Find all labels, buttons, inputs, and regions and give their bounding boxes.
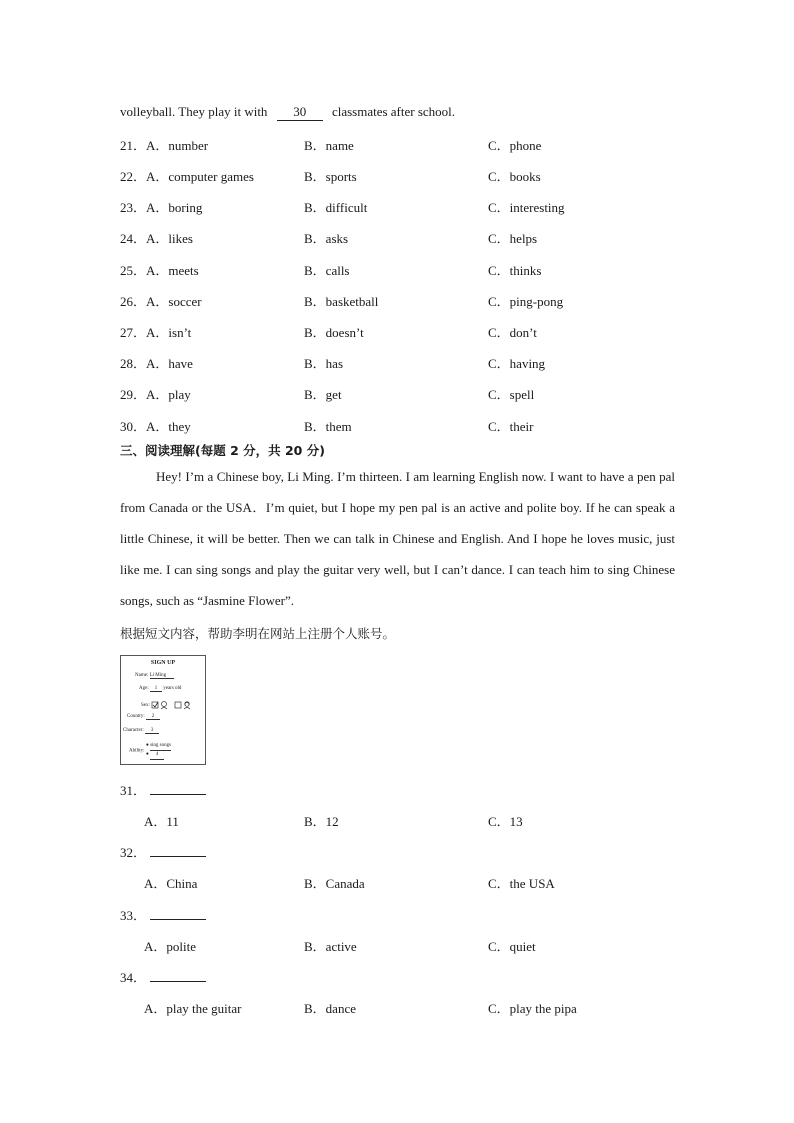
option-c: C．13 — [488, 814, 523, 829]
question-number: 31． — [120, 783, 147, 798]
form-title: SIGN UP — [150, 660, 176, 666]
form-ability-values — [146, 742, 171, 760]
option-b: B．has — [304, 356, 344, 371]
option-c: C．phone — [488, 138, 542, 153]
question-number: 22． — [120, 169, 147, 184]
question-number: 30． — [120, 419, 147, 434]
option-b: B．get — [304, 387, 342, 402]
girl-face-icon — [186, 703, 189, 706]
question-number: 28． — [120, 356, 147, 371]
form-ability-label: Ability: — [129, 748, 145, 754]
question-22 — [120, 166, 680, 184]
option-b: B．doesn’t — [304, 325, 364, 340]
form-name-label: Name: — [135, 673, 149, 678]
blank-30-number: 30 — [293, 104, 307, 119]
reading-passage — [120, 461, 675, 616]
option-a: A．likes — [146, 231, 193, 246]
form-character-row — [123, 728, 159, 734]
question-33-stem — [120, 905, 206, 924]
form-name-value: Li Ming — [150, 673, 174, 679]
form-age-unit: years old — [163, 686, 182, 691]
question-33-options — [144, 936, 684, 954]
section-title-reading: 三、阅读理解(每题 2 分，共 20 分) — [120, 443, 325, 458]
question-22-a — [120, 166, 254, 185]
question-29 — [120, 384, 680, 402]
option-a: A．have — [146, 356, 193, 371]
option-a: A．meets — [146, 263, 199, 278]
form-country-blank: 2 — [146, 714, 160, 720]
option-c: C．don’t — [488, 325, 537, 340]
check-mark-icon — [153, 702, 158, 707]
option-b: B．them — [304, 419, 352, 434]
question-34-stem — [120, 967, 206, 986]
question-34-options — [144, 998, 684, 1016]
form-country-row — [127, 714, 160, 720]
passage-text: Hey! I’m a Chinese boy, Li Ming. I’m thirteen. I am learning English now. I want to have a pen pal from Canada or the USA．I’m quiet, but I hope my pen pal is an active and polite boy. If he can speak a little Chinese, it will be better. Then we can talk in Chinese and English. And I hope he loves music, just like me. I can sing songs and play the guitar very well, but I can’t dance. I can teach him to sing Chinese songs, such as “Jasmine Flower”. — [120, 469, 675, 608]
question-31-stem — [120, 780, 206, 799]
question-21 — [120, 135, 680, 153]
question-32-options — [144, 873, 684, 891]
option-a: A．11 — [144, 814, 179, 829]
option-a: A．number — [146, 138, 209, 153]
option-b: B．calls — [304, 263, 350, 278]
question-28-a — [120, 353, 193, 372]
boy-body-icon — [161, 708, 167, 710]
option-c: C．having — [488, 356, 546, 371]
checkbox-girl — [175, 702, 181, 708]
option-b: B．Canada — [304, 876, 365, 891]
question-24 — [120, 228, 680, 246]
form-age-label: Age: — [139, 686, 149, 691]
form-age-blank: 1 — [150, 686, 162, 692]
option-a: A．computer games — [146, 169, 254, 184]
option-c: C．books — [488, 169, 541, 184]
question-32-stem — [120, 842, 206, 861]
answer-blank — [150, 783, 206, 795]
option-a: A．play — [146, 387, 191, 402]
question-28 — [120, 353, 680, 371]
passage-continuation-line — [120, 104, 455, 121]
option-c: C．quiet — [488, 939, 536, 954]
question-30 — [120, 416, 680, 434]
question-number: 25． — [120, 263, 147, 278]
form-ability-1-value: sing songs — [150, 742, 171, 751]
option-a: A．polite — [144, 939, 196, 954]
question-30-a — [120, 416, 191, 435]
form-ability-row — [129, 742, 171, 760]
question-29-a — [120, 384, 191, 403]
boy-face-icon — [162, 702, 167, 707]
form-sex-label: Sex: — [141, 703, 150, 709]
option-a: A．China — [144, 876, 198, 891]
question-25-a — [120, 260, 199, 279]
question-24-a — [120, 228, 193, 247]
girl-body-icon — [184, 708, 190, 710]
question-21-a — [120, 135, 208, 154]
question-23-a — [120, 197, 202, 216]
option-c: C．their — [488, 419, 534, 434]
answer-blank — [150, 970, 206, 982]
option-c: C．ping-pong — [488, 294, 564, 309]
form-ability-1: ● sing songs — [146, 742, 171, 751]
continuation-suffix: classmates after school. — [328, 104, 456, 119]
question-number: 26． — [120, 294, 147, 309]
option-c: C．the USA — [488, 876, 555, 891]
question-number: 33． — [120, 908, 147, 923]
option-b: B．basketball — [304, 294, 379, 309]
question-number: 24． — [120, 231, 147, 246]
option-a: A．boring — [146, 200, 203, 215]
question-27 — [120, 322, 680, 340]
question-number: 21． — [120, 138, 147, 153]
answer-blank — [150, 845, 206, 857]
option-b: B．12 — [304, 814, 339, 829]
option-b: B．difficult — [304, 200, 368, 215]
form-name-row — [135, 673, 174, 679]
sex-options-icon — [151, 700, 205, 710]
option-c: C．spell — [488, 387, 535, 402]
question-number: 27． — [120, 325, 147, 340]
question-26 — [120, 291, 680, 309]
sign-up-form-image — [120, 655, 206, 765]
option-c: C．play the pipa — [488, 1001, 577, 1016]
question-23 — [120, 197, 680, 215]
option-b: B．sports — [304, 169, 357, 184]
option-b: B．name — [304, 138, 354, 153]
question-25 — [120, 260, 680, 278]
option-a: A．they — [146, 419, 191, 434]
question-26-a — [120, 291, 202, 310]
question-number: 23． — [120, 200, 147, 215]
answer-blank — [150, 908, 206, 920]
option-c: C．helps — [488, 231, 538, 246]
question-31-options — [144, 811, 684, 829]
option-b: B．asks — [304, 231, 349, 246]
option-c: C．interesting — [488, 200, 565, 215]
form-ability-2: ● 4 — [146, 751, 171, 760]
form-ability-2-blank: 4 — [150, 751, 164, 760]
question-number: 29． — [120, 387, 147, 402]
form-character-label: Character: — [123, 728, 144, 733]
form-sex-row — [141, 700, 205, 710]
question-number: 32． — [120, 845, 147, 860]
continuation-prefix: volleyball. They play it with — [120, 104, 271, 119]
option-c: C．thinks — [488, 263, 542, 278]
question-number: 34． — [120, 970, 147, 985]
option-b: B．dance — [304, 1001, 356, 1016]
option-a: A．isn’t — [146, 325, 192, 340]
form-character-blank: 3 — [145, 728, 159, 734]
form-country-label: Country: — [127, 714, 145, 719]
question-27-a — [120, 322, 191, 341]
option-a: A．soccer — [146, 294, 202, 309]
option-a: A．play the guitar — [144, 1001, 242, 1016]
instruction-text: 根据短文内容，帮助李明在网站上注册个人账号。 — [120, 626, 396, 641]
option-b: B．active — [304, 939, 357, 954]
blank-30 — [277, 104, 323, 121]
form-age-row — [139, 686, 181, 692]
